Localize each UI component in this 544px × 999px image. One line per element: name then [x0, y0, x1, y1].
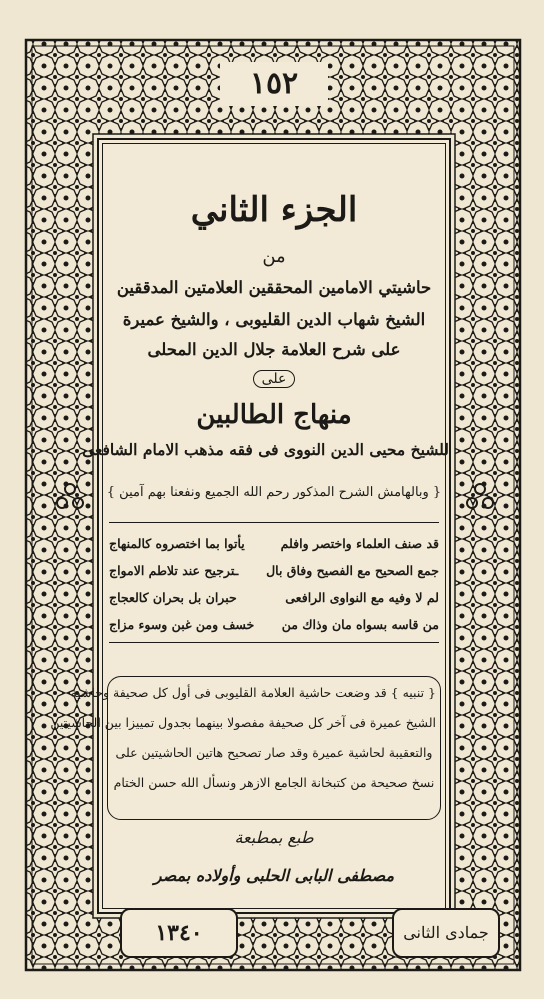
divider-bottom — [109, 642, 439, 643]
poem-hemistich-right: جمع الصحيح مع الفصيح وفاق بال — [266, 563, 439, 578]
ala-label — [99, 370, 449, 388]
book-title: منهاج الطالبين — [196, 400, 352, 430]
hamish-line: { وبالهامش الشرح المذكور رحم الله الجميع ونفعنا بهم آمين } — [106, 485, 442, 500]
printed-by: طبع بمطبعة — [234, 828, 314, 847]
poem-verse — [109, 557, 439, 584]
notice-line: { تنبيه } قد وضعت حاشية العلامة القليوبى فى أول كل صحيفة وحاشية — [70, 685, 436, 700]
year-cartouche: ١٣٤٠ — [120, 908, 238, 958]
poem-hemistich-left: يأتوا بما اختصروه كالمنهاج — [109, 536, 245, 551]
heading-line-2: الشيخ شهاب الدين القليوبى ، والشيخ عميرة — [122, 310, 426, 329]
poem-verse — [109, 584, 439, 611]
heading-line-1: حاشيتي الامامين المحققين العلامتين المدققين — [116, 278, 432, 297]
notice-line: والتعقيبة لحاشية عميرة وقد صار تصحيح هاتين الحاشيتين على — [115, 745, 433, 760]
month-cartouche: جمادى الثانى — [392, 908, 500, 958]
heading-line-3: على شرح العلامة جلال الدين المحلى — [147, 340, 401, 359]
poem-hemistich-right: قد صنف العلماء واختصر وافلم — [280, 536, 439, 551]
poem-hemistich-left: ـترجيح عند تلاطم الامواج — [109, 563, 239, 578]
poem-verse — [109, 530, 439, 557]
notice-line: الشيخ عميرة فى آخر كل صحيفة مفصولا بينهما بجدول تمييزا بين الحاشيتين — [50, 715, 436, 730]
min-word: من — [262, 246, 286, 267]
publisher: مصطفى البابى الحلبى وأولاده بمصر — [153, 866, 395, 885]
page-number: ١٥٢ — [220, 62, 328, 106]
poem-hemistich-right: لم لا وفيه مع النواوى الرافعى — [285, 590, 439, 605]
poem-hemistich-left: حبران بل بحران كالعجاج — [109, 590, 237, 605]
author-line: للشيخ محيى الدين النووى فى فقه مذهب الامام الشافعى — [82, 440, 449, 459]
notice-line: نسخ صحيحة من كتبخانة الجامع الازهر ونسأل الله حسن الختام — [113, 775, 435, 790]
ala-text: على — [253, 370, 296, 388]
poem-hemistich-left: خسف ومن غبن وسوء مزاج — [109, 617, 255, 632]
notice-box — [50, 676, 441, 820]
poem — [109, 530, 439, 638]
volume-title: الجزء الثاني — [190, 190, 358, 230]
poem-verse — [109, 611, 439, 638]
triple-crescent-ornament-left — [52, 482, 88, 517]
poem-hemistich-right: من قاسه بسواه مان وذاك من — [281, 617, 439, 632]
triple-crescent-ornament-right — [462, 482, 498, 517]
title-panel — [50, 138, 451, 914]
divider-top — [109, 522, 439, 523]
